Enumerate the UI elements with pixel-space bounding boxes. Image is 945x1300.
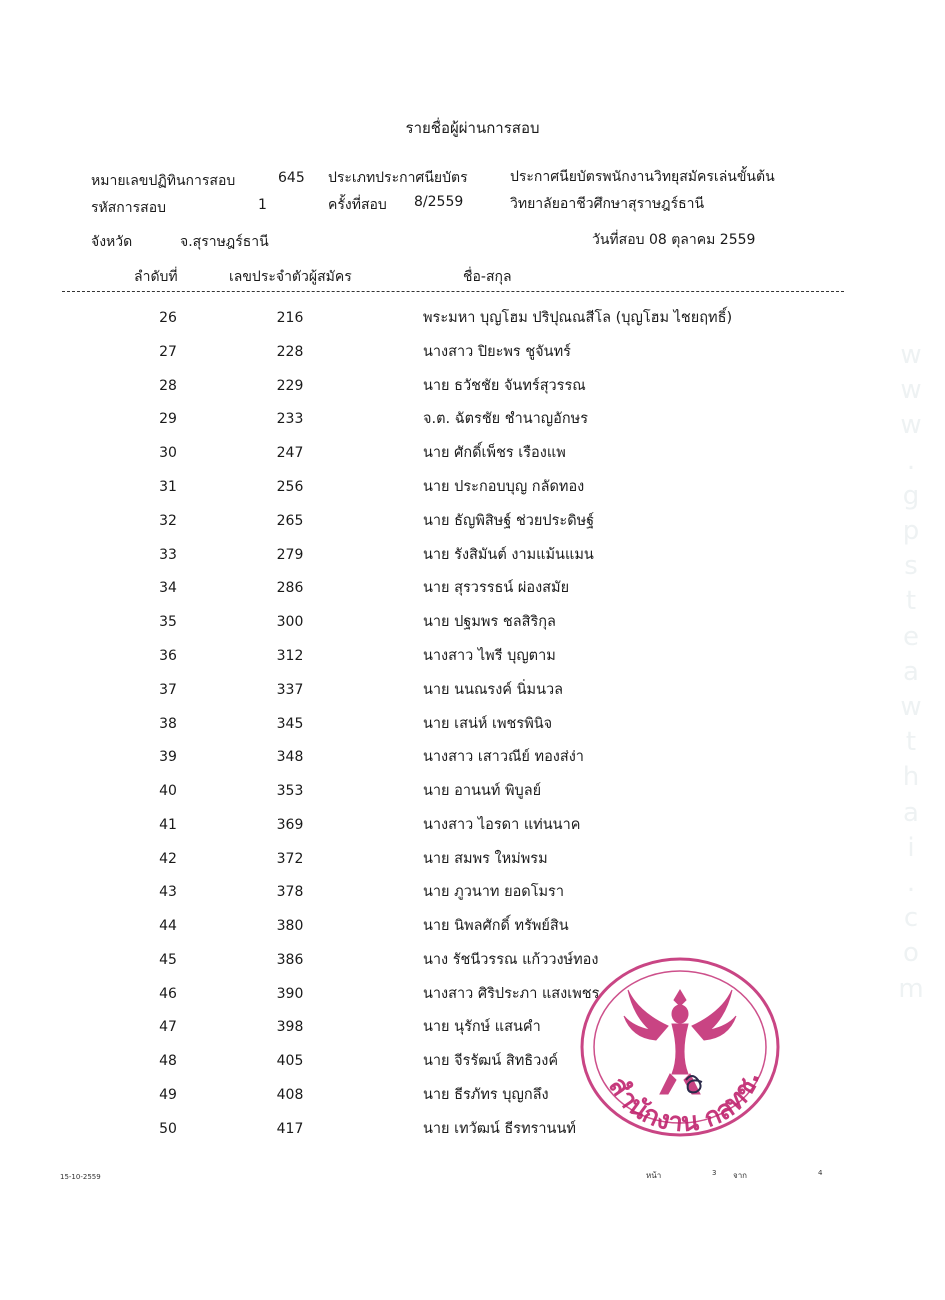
applicant-name: นาย เทวัฒน์ ธีรทรานนท์ <box>423 1121 576 1137</box>
applicant-id: 247 <box>276 445 304 461</box>
province-label: จังหวัด <box>91 234 133 250</box>
row-number: 41 <box>159 817 177 833</box>
applicant-id: 378 <box>276 884 304 900</box>
applicant-name: นาย รังสิมันต์ งามแม้นแมน <box>423 547 594 563</box>
column-header-id: เลขประจำตัวผู้สมัคร <box>229 269 352 285</box>
row-number: 33 <box>159 547 177 563</box>
table-row <box>0 574 945 608</box>
exam-code-value: 1 <box>258 197 267 213</box>
applicant-id: 390 <box>276 986 304 1002</box>
row-number: 31 <box>159 479 177 495</box>
applicant-name: นาย อานนท์ พิบูลย์ <box>423 783 542 799</box>
row-number: 38 <box>159 716 177 732</box>
applicant-name: นาย ธวัชชัย จันทร์สุวรรณ <box>423 378 586 394</box>
applicant-name: นาง รัชนีวรรณ แก้ววงษ์ทอง <box>423 952 599 968</box>
row-number: 40 <box>159 783 177 799</box>
applicant-id: 348 <box>276 749 304 765</box>
certificate-name-line2: วิทยาลัยอาชีวศึกษาสุราษฎร์ธานี <box>510 196 705 212</box>
applicant-id: 353 <box>276 783 304 799</box>
applicant-id: 398 <box>276 1019 304 1035</box>
calendar-number-label: หมายเลขปฏิทินการสอบ <box>91 173 236 189</box>
applicant-id: 369 <box>276 817 304 833</box>
applicant-name: นางสาว ศิริประภา แสงเพชร <box>423 986 600 1002</box>
row-number: 27 <box>159 344 177 360</box>
table-row <box>0 372 945 406</box>
applicant-id: 386 <box>276 952 304 968</box>
row-number: 49 <box>159 1087 177 1103</box>
row-number: 46 <box>159 986 177 1002</box>
row-number: 43 <box>159 884 177 900</box>
applicant-name: พระมหา บุญโฮม ปริปุณณสีโล (บุญโฮม ไชยฤทธิ์) <box>423 310 733 326</box>
table-row <box>0 541 945 575</box>
table-row <box>0 304 945 338</box>
applicant-id: 337 <box>276 682 304 698</box>
site-watermark: w w w . g p s t e a w t h a i . c o m <box>898 340 924 1004</box>
applicant-id: 228 <box>276 344 304 360</box>
applicant-name: นางสาว ไพรี บุญตาม <box>423 648 556 664</box>
row-number: 30 <box>159 445 177 461</box>
applicant-name: นาย เสน่ห์ เพชรพินิจ <box>423 716 553 732</box>
applicant-id: 408 <box>276 1087 304 1103</box>
row-number: 28 <box>159 378 177 394</box>
applicant-id: 312 <box>276 648 304 664</box>
row-number: 26 <box>159 310 177 326</box>
applicant-name: นาย นิพลศักดิ์ ทรัพย์สิน <box>423 918 569 934</box>
applicant-name: นาย ธีรภัทร บุญกลึง <box>423 1087 549 1103</box>
applicant-id: 405 <box>276 1053 304 1069</box>
row-number: 44 <box>159 918 177 934</box>
row-number: 35 <box>159 614 177 630</box>
page-number: 3 <box>712 1169 717 1177</box>
applicant-name: นาย จีรรัฒน์ สิทธิวงค์ <box>423 1053 559 1069</box>
certificate-name-line1: ประกาศนียบัตรพนักงานวิทยุสมัครเล่นขั้นต้น <box>510 169 775 185</box>
applicant-name: นาย สุรวรรธน์ ผ่องสมัย <box>423 580 570 596</box>
applicant-id: 380 <box>276 918 304 934</box>
calendar-number-value: 645 <box>278 170 305 186</box>
page-title: รายชื่อผู้ผ่านการสอบ <box>405 119 540 137</box>
exam-round-label: ครั้งที่สอบ <box>328 197 387 213</box>
row-number: 36 <box>159 648 177 664</box>
applicant-name: นาย ธัญพิสิษฐ์ ช่วยประดิษฐ์ <box>423 513 595 529</box>
row-number: 42 <box>159 851 177 867</box>
applicant-id: 256 <box>276 479 304 495</box>
exam-code-label: รหัสการสอบ <box>91 200 166 216</box>
table-row <box>0 878 945 912</box>
applicant-name: นาย ศักดิ์เพ็ชร เรืองแพ <box>423 445 566 461</box>
applicant-id: 216 <box>276 310 304 326</box>
nbtc-seal-stamp <box>578 952 783 1142</box>
row-number: 39 <box>159 749 177 765</box>
applicant-id: 417 <box>276 1121 304 1137</box>
table-row <box>0 912 945 946</box>
applicant-id: 286 <box>276 580 304 596</box>
row-number: 32 <box>159 513 177 529</box>
row-number: 29 <box>159 411 177 427</box>
table-row <box>0 338 945 372</box>
applicant-id: 372 <box>276 851 304 867</box>
table-row <box>0 507 945 541</box>
applicant-id: 233 <box>276 411 304 427</box>
applicant-name: นาย ปฐมพร ชลสิริกุล <box>423 614 556 630</box>
table-row <box>0 980 945 1014</box>
row-number: 34 <box>159 580 177 596</box>
certificate-type-label: ประเภทประกาศนียบัตร <box>328 170 468 186</box>
table-row <box>0 473 945 507</box>
table-row <box>0 845 945 879</box>
table-row <box>0 743 945 777</box>
column-header-name: ชื่อ-สกุล <box>463 269 512 285</box>
table-row <box>0 1081 945 1115</box>
applicant-name: นางสาว ไอรดา แท่นนาค <box>423 817 581 833</box>
row-number: 47 <box>159 1019 177 1035</box>
table-row <box>0 811 945 845</box>
applicant-id: 279 <box>276 547 304 563</box>
row-number: 50 <box>159 1121 177 1137</box>
row-number: 45 <box>159 952 177 968</box>
print-date: 15-10-2559 <box>60 1173 101 1181</box>
province-value: จ.สุราษฎร์ธานี <box>180 234 269 250</box>
header-divider <box>62 291 844 292</box>
page-label: หน้า <box>646 1171 662 1180</box>
table-row <box>0 1115 945 1149</box>
exam-round-value: 8/2559 <box>414 194 464 210</box>
applicant-name: นาย ภูวนาท ยอดโมรา <box>423 884 564 900</box>
applicant-name: นางสาว ปิยะพร ชูจันทร์ <box>423 344 571 360</box>
applicant-name: นางสาว เสาวณีย์ ทองส่ง่า <box>423 749 584 765</box>
applicant-id: 229 <box>276 378 304 394</box>
applicant-name: นาย นุรักษ์ แสนคำ <box>423 1019 541 1035</box>
column-header-no: ลำดับที่ <box>134 269 178 285</box>
applicant-id: 300 <box>276 614 304 630</box>
applicant-id: 265 <box>276 513 304 529</box>
row-number: 48 <box>159 1053 177 1069</box>
table-row <box>0 405 945 439</box>
svg-text:สำนักงาน กสทช.: สำนักงาน กสทช. <box>602 1067 767 1139</box>
table-row <box>0 1047 945 1081</box>
table-row <box>0 1013 945 1047</box>
table-row <box>0 439 945 473</box>
exam-date: วันที่สอบ 08 ตุลาคม 2559 <box>592 232 756 248</box>
table-row <box>0 946 945 980</box>
table-row <box>0 710 945 744</box>
table-row <box>0 642 945 676</box>
total-pages: 4 <box>818 1169 823 1177</box>
table-row <box>0 676 945 710</box>
applicant-name: นาย นนณรงค์ นิ่มนวล <box>423 682 564 698</box>
of-label: จาก <box>733 1171 748 1180</box>
applicant-name: นาย สมพร ใหม่พรม <box>423 851 548 867</box>
table-row <box>0 777 945 811</box>
applicant-id: 345 <box>276 716 304 732</box>
row-number: 37 <box>159 682 177 698</box>
table-row <box>0 608 945 642</box>
applicant-name: จ.ต. ฉัตรชัย ชำนาญอักษร <box>423 411 588 427</box>
applicant-name: นาย ประกอบบุญ กลัดทอง <box>423 479 585 495</box>
